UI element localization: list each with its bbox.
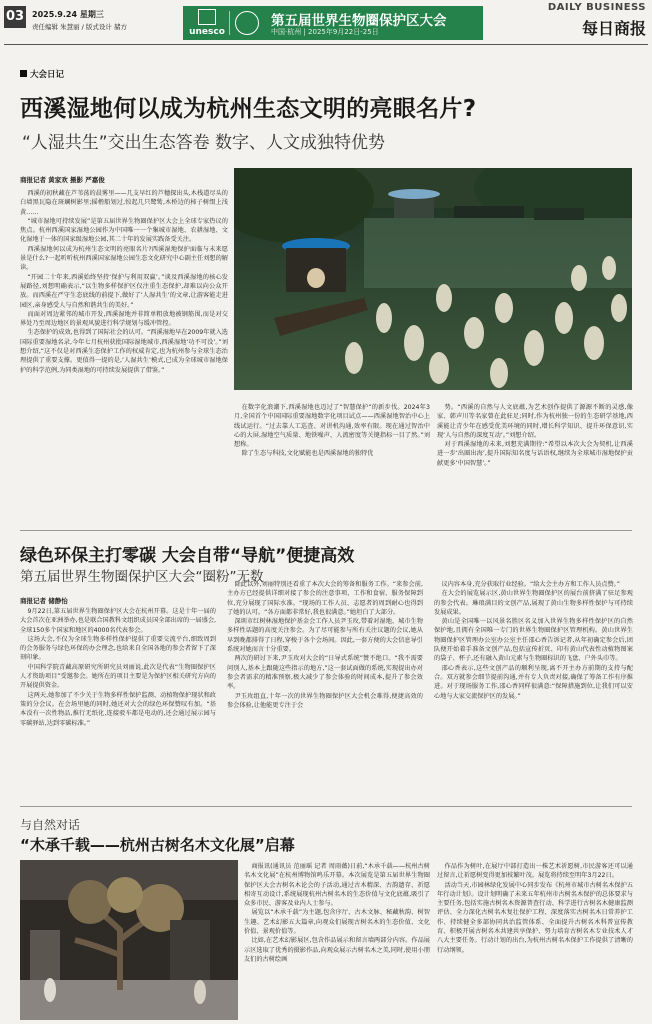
xixi-wetland-photo — [234, 168, 632, 390]
paragraph: 对于西溪湿地的未来,刘想充满期待:“希望以本次大会为契机,让西溪进一步‘出圈出海’,提升国际知名度与话语权,继续为全球城市湿地保护贡献更多‘中国智慧’。” — [437, 441, 633, 467]
unesco-logo — [187, 9, 227, 37]
article3-column-3 — [437, 862, 633, 955]
article3-headline: “木承千载——杭州古树名木文化展”启幕 — [20, 836, 295, 854]
article1-column-2 — [234, 403, 430, 459]
banner-divider — [229, 11, 230, 35]
article2-column-3 — [434, 580, 633, 701]
ancient-tree-exhibition-photo — [20, 860, 238, 1020]
article1-column-3 — [437, 403, 633, 468]
article2-subheadline: 第五届世界生物圈保护区大会“圈粉”无数 — [20, 569, 264, 585]
article2-headline: 绿色环保主打零碳 大会自带“导航”便捷高效 — [20, 546, 355, 566]
section-label — [20, 68, 64, 80]
paragraph: 黄山是全国唯一以风景名胜区名义加入世界生物多样性保护区的自然保护地,且拥有全国唯一专门的世界生物圈保护区管理机构。黄山世界生物圈保护区管理办公室办公室主任邵心香告诉记者,从年初确定参会后,团队便开始着手准备文创产品,包括宣传折页、印有黄山代表性动植物图案的袋子、杯子,还有融入黄山元素与生物圈标识的飞盘、户外头巾等。 — [434, 618, 633, 663]
section-label-text: 大会日记 — [30, 70, 65, 80]
section-divider — [20, 806, 632, 807]
article1-byline: 商报记者 黄家欢 摄影 严嘉俊 — [20, 176, 105, 184]
paragraph: 在数字化浪潮下,西溪湿地也迈过了“智慧保护”的新步伐。2024年3月,全国首个中国国际重要湿地数字化项目试点——西溪湿地智治中心上线试运行。“过去靠人工巡查、对讲机沟通,效率有限。现在通过智治中心的大屏,湿地空气质量、地铁噪声、人流密度等关键指标一目了然。”刘想称。 — [234, 404, 430, 449]
congress-banner — [183, 6, 483, 40]
article3-column-2 — [244, 862, 430, 964]
issue-date: 2025.9.24 星期三 — [32, 10, 104, 19]
article1-subheadline: “人湿共生”交出生态答卷 数字、人文成独特优势 — [22, 133, 386, 153]
paragraph: “开园二十年来,西溪始终坚持‘保护与利用双赢’。”谈及西溪湿地的核心发展路径,刘想明确表示,“以生物多样保护区仅注重生态保护,却难以向公众开放。而西溪在严守生态底线的前提下,做好了‘人湿共生’的文章,让游客能走进园区,亲身感受人与自然和谐共生的美好。” — [20, 273, 228, 309]
article2-column-2 — [227, 580, 423, 710]
publication-name: 每日商报 — [581, 19, 646, 38]
paragraph: 西溪的初秋藏在芦苇荡的晨雾里——几支早红的芦穗探出头,木栈道尽头的白墙黑瓦隐在斑斓树影里;摇橹船划过,惊起几只鹭鸶,木桥边的柿子树缀上浅黄…… — [20, 190, 228, 216]
paragraph: 这场大会,不仅为全球生物多样性保护提供了重要交流平台,细致周到的会务服务与绿色环保的办会理念,也给来自全国各地的参会者留下了深刻印象。 — [20, 635, 216, 662]
paragraph: 在大会的展览展示区,黄山世界生物圈保护区的展台前挤满了驻足参观的参会代表。琳琅满目的文创产品,展现了黄山生物多样性保护与可持续发展成果。 — [434, 590, 633, 616]
page-number: 03 — [4, 6, 26, 28]
article1-column-1 — [20, 189, 228, 375]
banner-title: 第五届世界生物圈保护区大会 — [271, 13, 447, 29]
paragraph: 除此以外,刘丽特别还看重了本次大会的筹备和服务工作。“来参会前,主办方已经提供详细对接了参会的注意事项、工作和食宿、服务保障到位,充分展现了国际水准。“现场的工作人员、志愿者的周到耐心也得到了她的认可。“各方面都非常好,我也很满意。”她坦白了大部分。 — [227, 581, 423, 616]
banner-subtitle: 中国·杭州 | 2025年9月22日-25日 — [271, 28, 379, 36]
paragraph: 活动当天,市园林绿化发展中心同步发布《杭州市城市古树名木保护五年行动计划》。设计划明确了未来五年杭州市古树名木保护的总体要求与主要任务,包括实施古树名木资源普查行动、科学进行古树名木健康监测评估、全力深化古树名木复壮保护工程、深度落实古树名木日常养护工作、持续健全多部协同共治监管体系、全面提升古树名木科普宣传教育、积极开展古树名木共建共享保护、努力培育古树名木专业技术人才八大主要任务。行动计划的出台,为杭州古树名木保护工作提供了清晰的行动纲领。 — [437, 881, 633, 954]
article2-byline: 商报记者 储静怡 — [20, 597, 68, 605]
paragraph: 除了生态与科技,文化赋能也是西溪湿地的独特优 — [241, 450, 374, 458]
paragraph: 展览以“木承千载”为主题,包含序厅、古木文脉、秘藏秋韵、树智生趣、艺术幻影五大篇章,向观众们展现古树名木的生态价值、文化价值、景观价值等。 — [244, 909, 430, 936]
header-rule — [4, 44, 648, 45]
paragraph: 作品作为树叶,在展厅中部打造出一株艺术祈愿树,市民游客还可以通过留言,让祈愿树变得更加枝繁叶茂。展览将持续至明年3月22日。 — [437, 863, 633, 880]
paragraph: 势。“西溪的自然与人文底蕴,为艺术创作提供了源源不断的灵感,像家、韩声川等名家曾在此驻足;同时,作为杭州独一份的生态研学基地,西溪能让青少年在感受优美环境的同时,增长科学知识、提升环保意识,实现‘人与自然的深度互动’。”刘想介绍。 — [437, 404, 633, 439]
paragraph: 9月22日,第五届世界生物圈保护区大会在杭州开幕。这是十年一届的大会首次在亚洲举办,也是联合国教科文组织成员国全部出席的一届盛会,全球150多个国家和地区的4000名代表参会。 — [20, 608, 216, 634]
publication-name-en: DAILY BUSINESS — [547, 2, 646, 13]
paragraph: 西溪湿地何以成为杭州生态文明的亮眼名片?西溪湿地保护面临与未来愿景是什么?一起听听杭州西溪国家湿地公园生态文化研究中心副主任刘想的解读。 — [20, 245, 228, 272]
paragraph: 比如,在艺术幻影展区,包含作品展示和留言墙两部分内容。作品展示区选取了优秀的摄影作品,向观众展示古树名木之美,同时,使用小朋友们的古树绘画 — [244, 937, 430, 963]
editor-credits: 责任编辑 朱慧丽 / 版式设计 赭方 — [32, 23, 127, 31]
paragraph: 深圳市红树林湿地保护基金会工作人员尹玉玫,带着对湿地、城市生物多样性话题的高度关注参会。为了尽可能参与所有关注议题的会议,她从早到晚都排得了日程,穿梭于各个会场间。因此,一套方便的大会信息导引系统对她而言十分重要。 — [227, 618, 423, 654]
paragraph: 生态保护的成效,也得到了国际社会的认可。“西溪湿地早在2009年就入选国际重要湿地名录,今年七月杭州获批国际湿地城市,西溪湿地‘功不可没’。”刘想介绍,“这不仅是对西溪生态保护工作的权威肯定,也为杭州参与全球生态治理提供了重要支撑。更值得一提的是,‘人湿共生’模式,已成为全球城市湿地保护的科学范例,为同类湿地的可持续发展提供了借鉴。” — [20, 329, 228, 374]
paragraph: 这两天,她参加了不少关于生物多样性保护监测、动植物保护现状和政策的分会议。在会场里她的同时,她还对大会的绿色环保赞叹有加。“基本没有一次性物品,推行无纸化,连接驳车都是电动的,还会通过展示园与零碳驿站,达到零碳标准。” — [20, 691, 216, 727]
unesco-logo-text: unesco — [189, 27, 225, 37]
article3-kicker: 与自然对话 — [20, 818, 81, 832]
paragraph: 商报讯(通讯员 范丽瑶 记者 周雨薇)日前,“木承千载——杭州古树名木文化展”在杭州博物馆鸣乐开幕。本次展览是第五届世界生物圈保护区大会古树名木论会的子活动,通过古木精深、古韵遗存、祈愿相寄互动设计,系统展现杭州古树名木的生态价值与文化底蕴,吸引了众多市民、游客及业内人士参与。 — [244, 863, 430, 908]
paragraph: 议内容本身,充分获取行业经验。“给大会主办方和工作人员点赞。” — [441, 581, 620, 588]
article2-column-1 — [20, 607, 216, 728]
paragraph: 而面对周边紧邻的城市开发,西溪湿地并非简单粗放地被钢筋围,而是对交界处乃至周边地区的景观风貌进行科学规划与缓冲管控。 — [20, 310, 228, 328]
article1-headline: 西溪湿地何以成为杭州生态文明的亮眼名片? — [20, 96, 477, 122]
paragraph: “城市湿地可持续发展”是第五届世界生物圈保护区大会上全球专家热议的焦点。杭州西溪国家湿地公园作为中国唯一一个集城市湿地、农耕湿地、文化湿地于一体的国家级湿地公园,其二十年的发展实践备受关注。 — [20, 217, 228, 244]
section-divider — [20, 530, 632, 531]
paragraph: 中国科学院青藏高原研究所研究员刘丽说,此次是代表“生物圈保护区人才资助项目”受邀参会。她所在的项目主要是为保护区相关研究方向的开展提供资金。 — [20, 663, 216, 690]
paragraph: 尹玉玫组直,十年一次的世界生物圈保护区大会机会难得,便捷高效的参会体验,让他能更专注于会 — [227, 692, 423, 709]
biosphere-emblem-icon — [235, 11, 259, 35]
paragraph: 邵心香表示,这些文创产品的顺利呈现,离不开主办方前期的支持与配合。双方就参会细节提前沟通,并有专人负责对接,确保了筹备工作有序推进。对于现场服务工作,邵心香同样很满意:“保障措施到位,让我们可以安心地与大家交流保护区的发展。” — [434, 664, 633, 700]
paragraph: 两次的研讨下来,尹玉玫对大会的“日导式系统”赞不绝口。“我不需要问别人,基本上跟随这些指示的地方,”这一套试面做的系统,实现提出办对参会者需求的精准预察,极大减少了参会体验的时间成本,提升了参会效率。 — [227, 655, 423, 691]
